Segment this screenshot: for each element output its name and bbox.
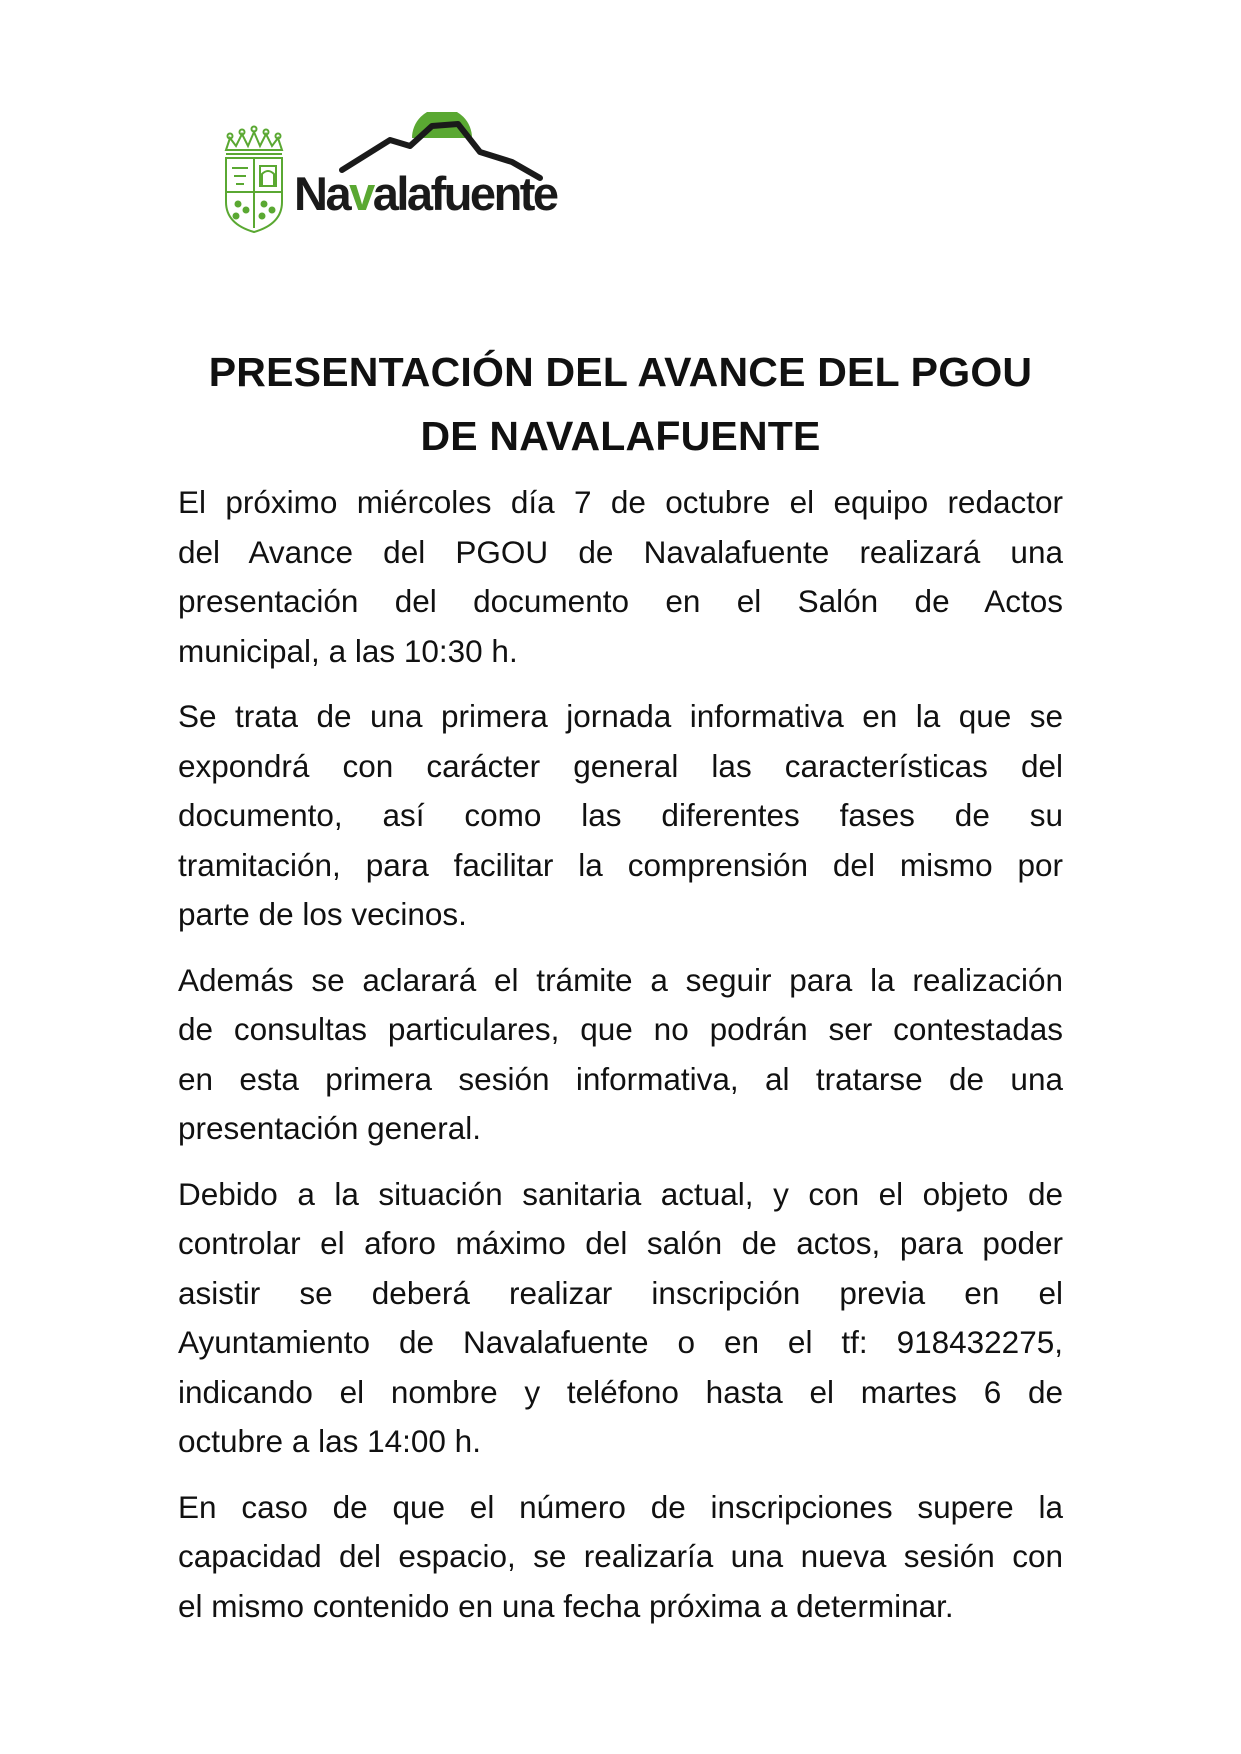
paragraph-line: expondrá con carácter general las características del bbox=[178, 747, 1063, 784]
title-line-1: PRESENTACIÓN DEL AVANCE DEL PGOU bbox=[208, 349, 1033, 395]
paragraph-3 bbox=[178, 956, 1063, 1154]
paragraph-line: presentación general. bbox=[178, 1110, 481, 1146]
paragraph-line: indicando el nombre y teléfono hasta el martes 6 de bbox=[178, 1373, 1063, 1410]
navalafuente-logo bbox=[222, 112, 612, 252]
paragraph-line: Además se aclarará el trámite a seguir para la realización bbox=[178, 961, 1063, 998]
paragraph-line: controlar el aforo máximo del salón de actos, para poder bbox=[178, 1225, 1063, 1261]
coat-of-arms-icon bbox=[226, 158, 282, 232]
document-title bbox=[178, 340, 1063, 468]
paragraph-line: de consultas particulares, que no podrán ser contestadas bbox=[178, 1011, 1063, 1047]
paragraph-line: parte de los vecinos. bbox=[178, 896, 467, 932]
paragraph-line: asistir se deberá realizar inscripción previa en el bbox=[178, 1274, 1063, 1311]
navalafuente-logo-graphic bbox=[222, 112, 612, 252]
paragraph-line: Ayuntamiento de Navalafuente o en el tf: 918432275, bbox=[178, 1324, 1063, 1360]
paragraph-4 bbox=[178, 1170, 1063, 1467]
paragraph-line: del Avance del PGOU de Navalafuente realizará una bbox=[178, 533, 1063, 570]
paragraph-line: documento, así como las diferentes fases de su bbox=[178, 797, 1063, 833]
paragraph-line: en esta primera sesión informativa, al tratarse de una bbox=[178, 1060, 1063, 1097]
title-line-2: DE NAVALAFUENTE bbox=[420, 413, 821, 459]
paragraph-line: En caso de que el número de inscripciones supere la bbox=[178, 1488, 1063, 1525]
paragraph-line: Debido a la situación sanitaria actual, y con el objeto de bbox=[178, 1175, 1063, 1212]
paragraph-line: El próximo miércoles día 7 de octubre el equipo redactor bbox=[178, 484, 1063, 520]
paragraph-line: octubre a las 14:00 h. bbox=[178, 1423, 481, 1459]
logo-wordmark: Navalafuente bbox=[294, 167, 557, 220]
document-body bbox=[178, 478, 1063, 1647]
crown-icon bbox=[226, 127, 282, 155]
paragraph-2 bbox=[178, 692, 1063, 940]
paragraph-line: capacidad del espacio, se realizaría una nueva sesión con bbox=[178, 1538, 1063, 1574]
paragraph-1 bbox=[178, 478, 1063, 676]
paragraph-line: presentación del documento en el Salón de Actos bbox=[178, 583, 1063, 619]
paragraph-line: Se trata de una primera jornada informativa en la que se bbox=[178, 698, 1063, 734]
paragraph-line: el mismo contenido en una fecha próxima a determinar. bbox=[178, 1587, 954, 1624]
paragraph-5 bbox=[178, 1483, 1063, 1632]
paragraph-line: municipal, a las 10:30 h. bbox=[178, 632, 518, 669]
paragraph-line: tramitación, para facilitar la comprensión del mismo por bbox=[178, 846, 1063, 883]
